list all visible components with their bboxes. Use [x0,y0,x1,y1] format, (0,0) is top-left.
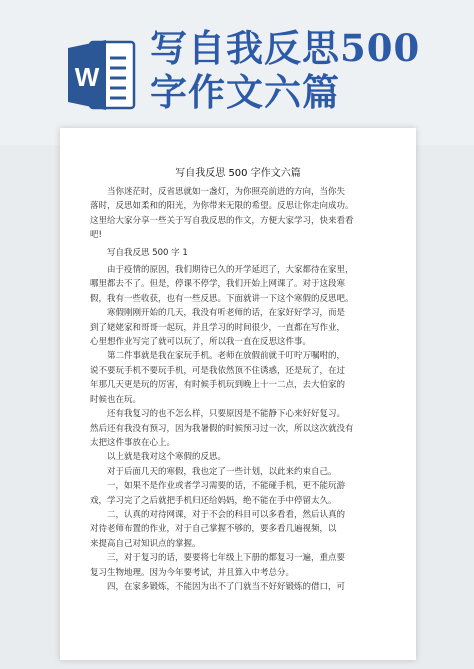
body-line: 第二件事就是我在家玩手机。老师在放假前就千叮咛万嘱咐的， [107,351,346,362]
body-line: 对于后面几天的寒假，我也定了一些计划，以此来约束自己。 [107,466,337,477]
body-line: 太把这件事放在心上。 [90,437,176,448]
body-line: 复习生物地理。因为今年要考试，并且算入中考总分。 [90,567,295,578]
body-line: 吧! [90,230,102,241]
document-body [90,185,390,594]
body-line: 对待老师布置的作业，对于自己掌握不够的，要多看几遍视频，以 [90,524,337,535]
banner-title-line-2: 字作文六篇 [150,70,340,114]
banner-title [150,26,460,114]
page-fade [60,620,416,660]
body-line: 还有我复习的也不怎么样，只要原因是不能静下心来好好复习。 [107,409,346,420]
body-line: 寒假刚刚开始的几天，我没有听老师的话，在家好好学习，而是 [107,308,346,319]
body-line: 心里想作业写完了就可以玩了，所以我一直在反思这件事。 [90,337,312,348]
document-title: 写自我反思 500 字作文六篇 [175,168,301,179]
body-line: 说不要玩手机不要玩手机，可是我依然顶不住诱惑，还是玩了，在过 [90,365,346,376]
body-line: 三，对于复习的话，要要将七年级上下册的都复习一遍，重点要 [107,553,346,564]
body-line: 假，我有一些收获，也有一些反思。下面就讲一下这个寒假的反思吧。 [90,293,354,304]
body-line: 这里给大家分享一些关于写自我反思的作文，方便大家学习，快来看看 [90,215,354,226]
body-line: 时候也在玩。 [90,394,142,405]
body-line: 戏，学习完了之后就把手机归还给妈妈，绝不能在手中停留太久。 [90,495,337,506]
body-line: 然后还有我没有预习，因为我暑假的时候预习过一次，所以这次就没有 [90,423,354,434]
body-line: 来提高自己对知识点的掌握。 [90,538,201,549]
body-line: 由于疫情的原因，我们期待已久的开学延迟了，大家都待在家里， [107,265,354,276]
body-line: 哪里都去不了。但是，停课不停学，我们开始上网课了。对于这段寒 [90,279,346,290]
body-line: 到了姥姥家和哥哥一起玩，并且学习的时间很少，一直都在写作业， [90,322,346,333]
section-heading: 写自我反思 500 字 1 [107,247,188,258]
document-page [60,128,416,660]
word-doc-icon [68,36,136,114]
body-line: 二，认真的对待网课，对于不会的科目可以多看看，然后认真的 [107,509,346,520]
body-line: 一，如果不是作业或者学习需要的话，不能碰手机，更不能玩游 [107,481,346,492]
body-line: 年那几天更是玩的厉害，有时候手机玩到晚上十一二点，去大伯家的 [90,380,346,391]
banner [0,0,474,145]
body-line: 落时，反思如柔和的阳光，为你带来无限的希望。反思让你走向成功。 [90,201,354,212]
word-logo-letter: W [74,62,100,92]
body-line: 以上就是我对这个寒假的反思。 [107,452,227,463]
body-line: 当你迷茫时，反省思就如一盏灯，为你照亮前进的方向，当你失 [107,187,346,197]
body-line: 四，在家多锻炼，不能因为出不了门就当不好好锻炼的借口，可 [107,581,346,592]
banner-title-line-1: 写自我反思500 [150,26,421,70]
